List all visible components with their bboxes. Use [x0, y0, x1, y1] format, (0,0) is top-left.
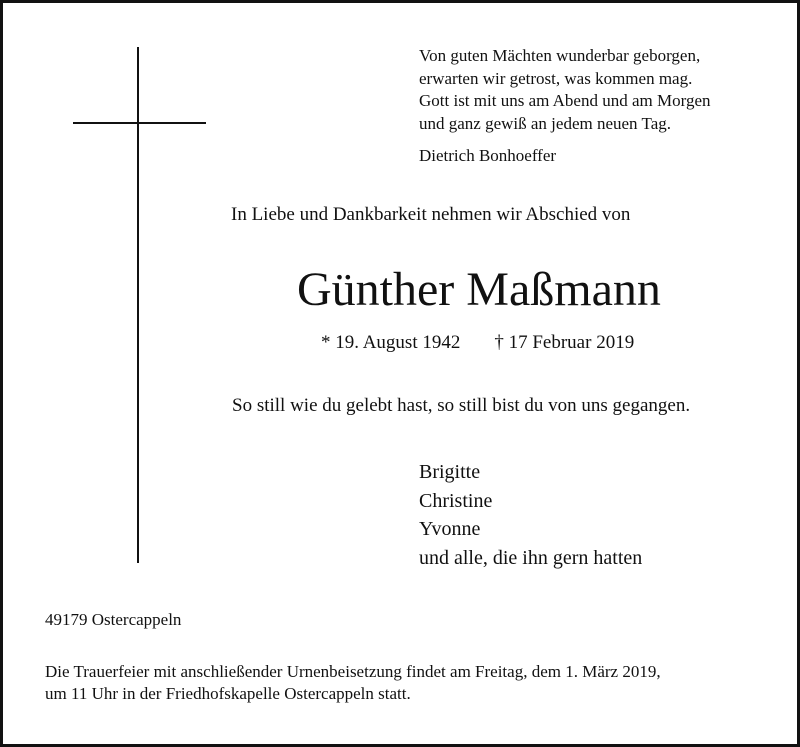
poem-line: und ganz gewiß an jedem neuen Tag.	[419, 113, 671, 133]
cross-vertical-bar	[137, 47, 139, 563]
poem-line: Gott ist mit uns am Abend und am Morgen	[419, 91, 711, 111]
funeral-notice-line: Die Trauerfeier mit anschließender Urnenbeisetzung findet am Freitag, dem 1. März 2019,	[45, 662, 661, 681]
poem	[419, 45, 711, 135]
farewell-quote: So still wie du gelebt hast, so still bist du von uns gegangen.	[232, 395, 691, 416]
mourner-name: Christine	[419, 489, 493, 512]
location: 49179 Ostercappeln	[45, 610, 182, 629]
mourner-name: Brigitte	[419, 461, 481, 483]
intro-text: In Liebe und Dankbarkeit nehmen wir Abschied von	[231, 204, 631, 225]
mourners-list	[419, 458, 642, 572]
funeral-notice-line: um 11 Uhr in der Friedhofskapelle Ostercappeln statt.	[45, 683, 411, 703]
poem-line: erwarten wir getrost, was kommen mag.	[419, 68, 693, 88]
life-dates	[321, 332, 634, 354]
death-date: † 17 Februar 2019	[494, 332, 635, 353]
mourner-name: und alle, die ihn gern hatten	[419, 546, 643, 569]
funeral-notice	[45, 661, 661, 704]
mourner-name: Yvonne	[419, 518, 481, 540]
cross-horizontal-bar	[73, 122, 206, 124]
poem-author: Dietrich Bonhoeffer	[419, 146, 557, 165]
poem-line: Von guten Mächten wunderbar geborgen,	[419, 46, 701, 65]
deceased-name: Günther Maßmann	[297, 263, 661, 316]
birth-date: * 19. August 1942	[321, 332, 461, 353]
